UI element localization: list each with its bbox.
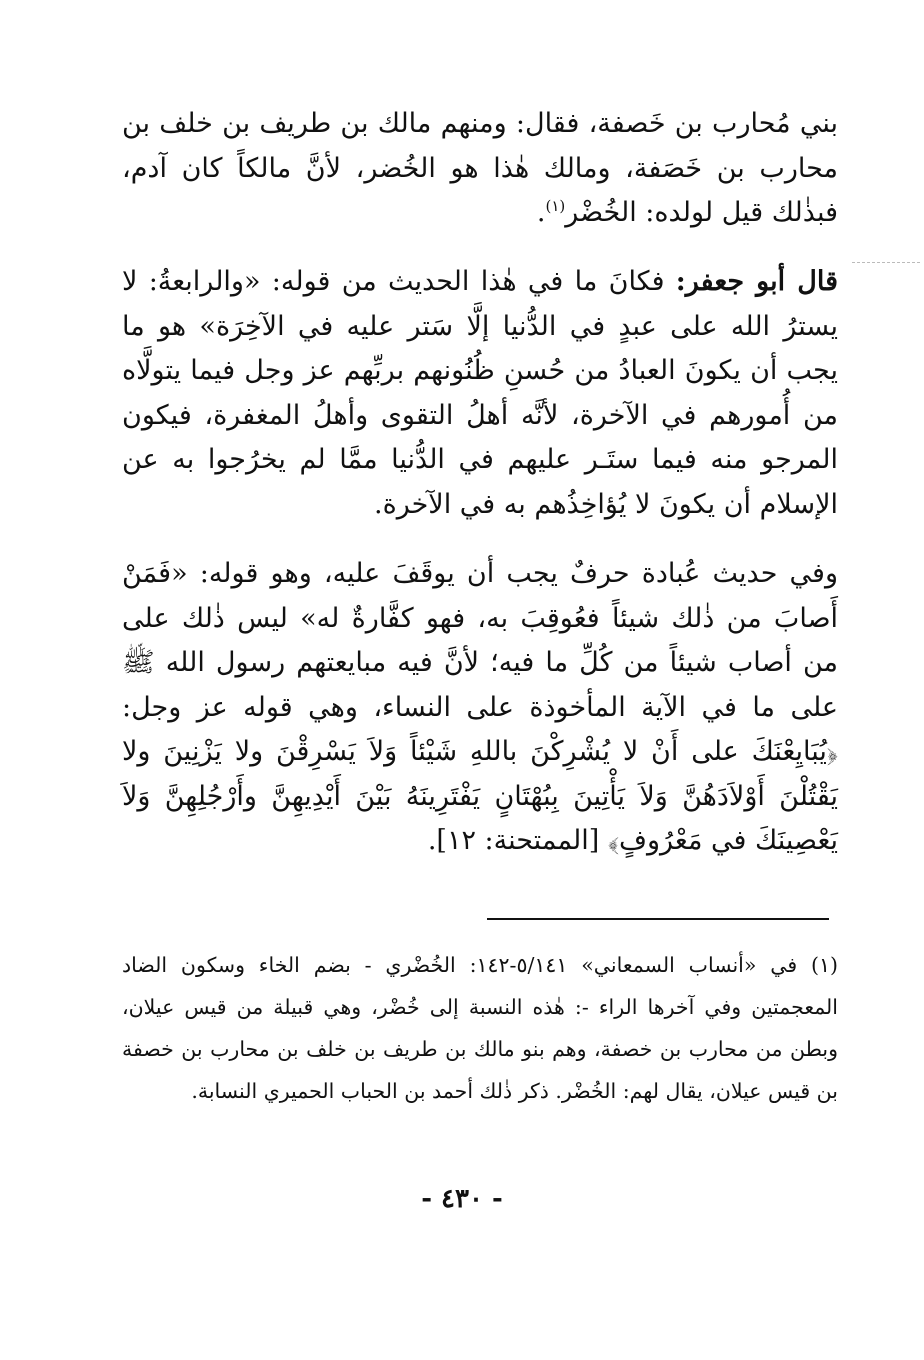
footnote-reference-marker[interactable]: (١) bbox=[545, 197, 566, 215]
verse-citation: [الممتحنة: ١٢]. bbox=[427, 825, 608, 856]
footnote bbox=[122, 944, 838, 1112]
paragraph-hadith-verse bbox=[122, 552, 838, 864]
footnote-separator bbox=[487, 918, 829, 920]
paragraph-1-text: بني مُحارب بن خَصفة، فقال: ومنهم مالك بن طريف بن خلف بن محارب بن خَصَفة، ومالك هٰذا هو الخُضر، لأنَّ مالكاً كان آدم، فبذٰلك قيل لولده: الخُضْر bbox=[122, 108, 838, 228]
margin-mark bbox=[852, 262, 920, 263]
paragraph-2-body: فكانَ ما في هٰذا الحديث من قوله: «والرابعةُ: لا يسترُ الله على عبدٍ في الدُّنيا إلَّا سَتر عليه في الآخِرَة» هو ما يجب أن يكونَ العبادُ من حُسنِ ظُنُونهم بربِّهم عز وجل فيما يتولَّاه من أُمورهم في الآخرة، لأنَّه أهلُ التقوى وأهلُ المغفرة، فيكون المرجو منه فيما ستَـر عليهم في الدُّنيا ممَّا لم يخرُجوا به عن الإسلام أن يكونَ لا يُؤاخِذُهم به في الآخرة. bbox=[122, 266, 838, 520]
paragraph-commentary bbox=[122, 260, 838, 527]
paragraph-1-end: . bbox=[536, 197, 546, 228]
paragraph-continuation bbox=[122, 102, 838, 236]
speaker-lead: قال أبو جعفر: bbox=[675, 266, 838, 297]
paragraph-3-text: وفي حديث عُبادة حرفٌ يجب أن يوقَفَ عليه، وهو قوله: «فَمَنْ أَصابَ من ذٰلك شيئاً فعُوقِبَ به، فهو كفَّارةٌ له» ليس ذٰلك على من أصاب شيئاً من كُلِّ ما فيه؛ لأنَّ فيه مبايعتهم رسول الله ﷺ على ما في الآية المأخوذة على النساء، وهي قوله عز وجل: bbox=[122, 558, 838, 723]
quran-verse: ﴿يُبَايِعْنَكَ على أَنْ لا يُشْرِكْنَ باللهِ شَيْئاً وَلاَ يَسْرِقْنَ ولا يَزْنِينَ ولا يَقْتُلْنَ أَوْلاَدَهُنَّ وَلاَ يَأْتِينَ بِبُهْتَانٍ يَفْتَرِينَهُ بَيْنَ أَيْدِيهِنَّ وأَرْجُلِهِنَّ وَلاَ يَعْصِينَكَ في مَعْرُوفٍ﴾ bbox=[122, 736, 838, 856]
footnote-text: (١) في «أنساب السمعاني» ٥/١٤١-١٤٢: الخُضْري - بضم الخاء وسكون الضاد المعجمتين وفي آخرها الراء -: هٰذه النسبة إلى خُضْر، وهي قبيلة من قيس عيلان، وبطن من محارب بن خصفة، وهم بنو مالك بن طريف بن خلف بن محارب بن خصفة بن قيس عيلان، يقال لهم: الخُضْر. ذكر ذٰلك أحمد بن الحباب الحميري النسابة. bbox=[122, 953, 838, 1103]
page-number: - ٤٣٠ - bbox=[421, 1184, 503, 1214]
